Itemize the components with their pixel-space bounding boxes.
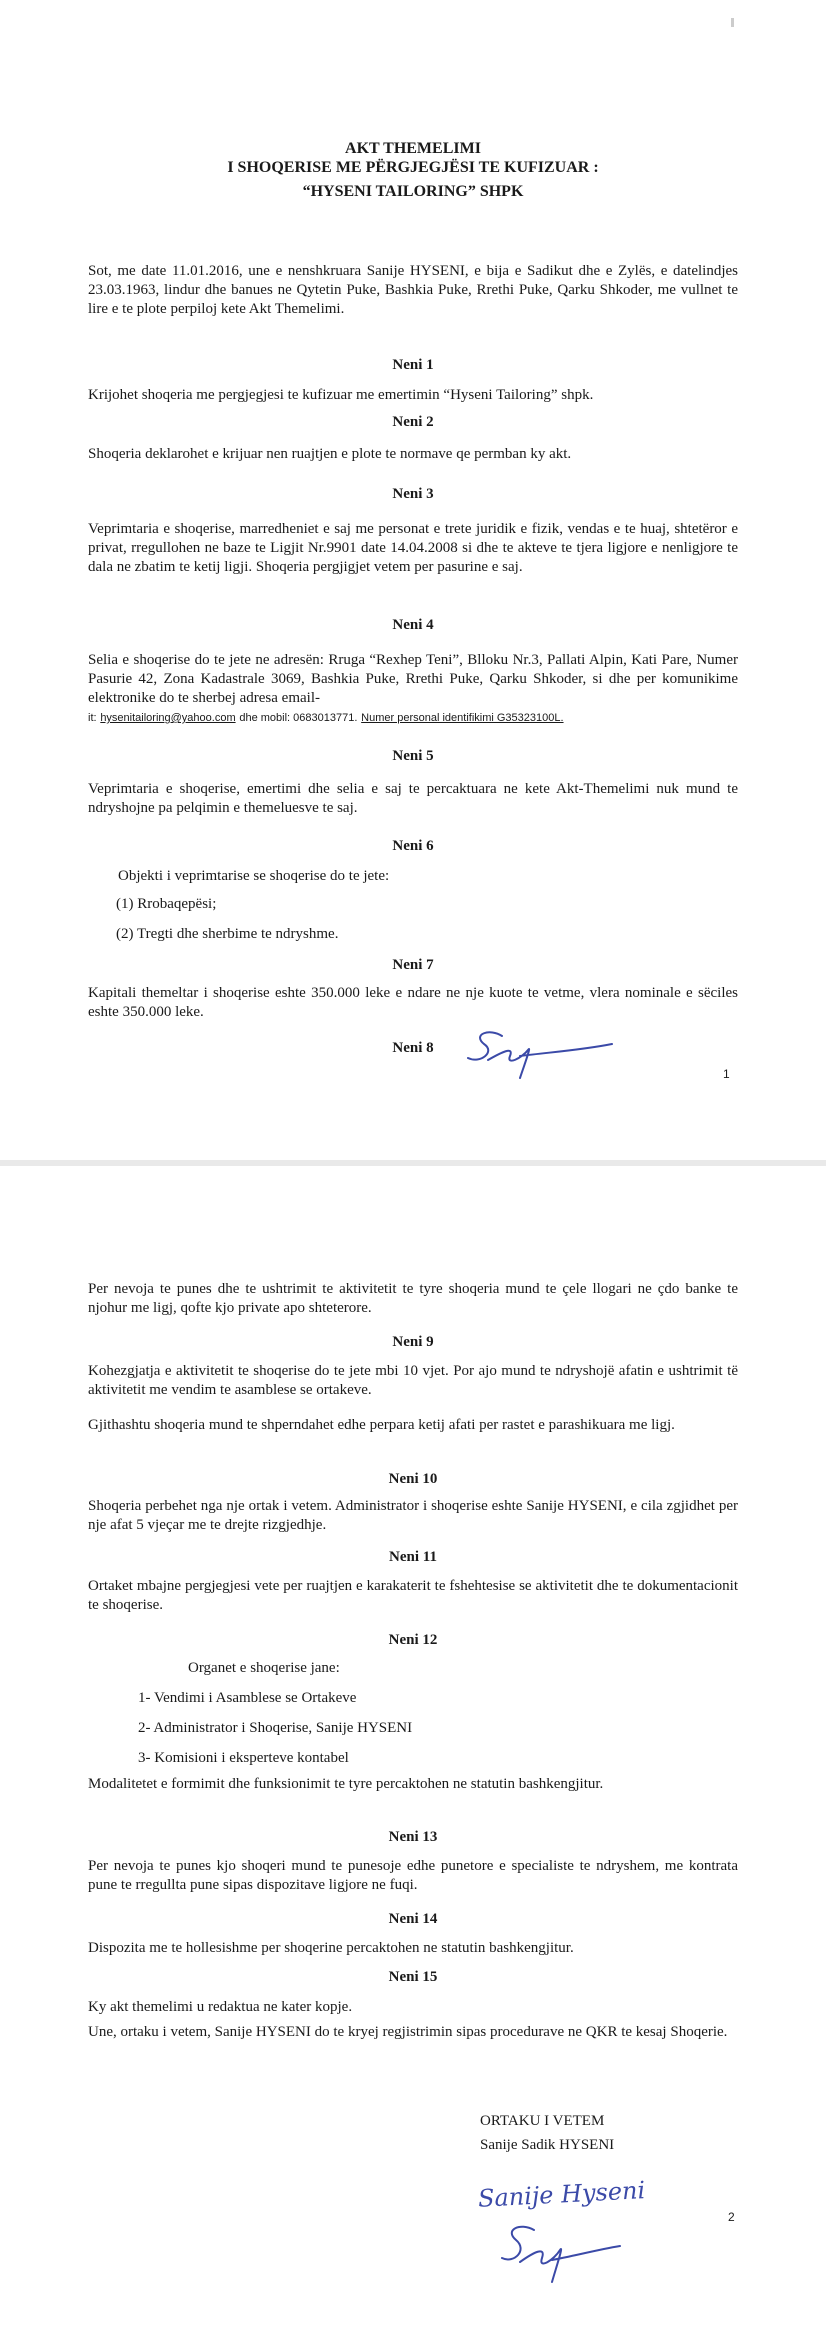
neni-10-text: Shoqeria perbehet nga nje ortak i vetem. Administrator i shoqerise eshte Sanije HYSENI, e cila zgjidhet per nje afat 5 vjeçar me te drejte rizgjedhje. bbox=[88, 1498, 738, 1533]
document-page-1 bbox=[0, 0, 826, 1160]
neni-12-heading: Neni 12 bbox=[388, 1632, 438, 1648]
neni-6-heading: Neni 6 bbox=[392, 838, 434, 854]
neni-4-text bbox=[88, 651, 738, 728]
neni-6-item-1: (1) Rrobaqepësi; bbox=[116, 896, 217, 912]
email-link[interactable]: hysenitailoring@yahoo.com bbox=[100, 712, 236, 724]
neni-12-item-2: 2- Administrator i Shoqerise, Sanije HYSENI bbox=[138, 1720, 413, 1736]
company-name: “HYSENI TAILORING” SHPK bbox=[302, 183, 524, 200]
neni-9-text-2: Gjithashtu shoqeria mund te shperndahet edhe perpara ketij afati per rastet e parashikuara me ligj. bbox=[88, 1417, 675, 1433]
handwritten-name-text: Sanije Hyseni bbox=[477, 2176, 646, 2213]
signature-initials-2 bbox=[498, 2220, 628, 2286]
neni-6-item-2: (2) Tregti dhe sherbime te ndryshme. bbox=[116, 926, 339, 942]
neni-6-intro: Objekti i veprimtarise se shoqerise do te jete: bbox=[118, 868, 390, 884]
neni-4-address: Selia e shoqerise do te jete ne adresën: Rruga “Rexhep Teni”, Blloku Nr.3, Pallati Alpin, Kati Pare, Numer Pasurie 42, Zona Kadastrale 3069, Bashkia Puke, Rrethi Puke, Qarku Shkoder, si dhe per komunikime elektronike do te sherbej adresa email- bbox=[88, 652, 738, 706]
neni-7-text: Kapitali themeltar i shoqerise eshte 350.000 leke e ndare ne nje kuote te vetme, vlera nominale e sëciles eshte 350.000 leke. bbox=[88, 985, 738, 1020]
intro-paragraph: Sot, me date 11.01.2016, une e nenshkruara Sanije HYSENI, e bija e Sadikut dhe e Zylës, e datelindjes 23.03.1963, lindur dhe banues ne Qytetin Puke, Bashkia Puke, Rrethi Puke, Qarku Shkoder, me vullnet te lire e te plote perpiloj kete Akt Themelimi. bbox=[88, 263, 738, 317]
neni-13-heading: Neni 13 bbox=[388, 1829, 438, 1845]
personal-id: Numer personal identifikimi G35323100L. bbox=[361, 712, 564, 724]
neni-11-text: Ortaket mbajne pergjegjesi vete per ruajtjen e karakaterit te fshehtesise se aktivitetit dhe te dokumentacionit te shoqerise. bbox=[88, 1578, 738, 1613]
neni-14-text: Dispozita me te hollesishme per shoqerine percaktohen ne statutin bashkengjitur. bbox=[88, 1940, 574, 1956]
neni-5-heading: Neni 5 bbox=[392, 748, 434, 764]
neni-15-text-1: Ky akt themelimi u redaktua ne kater kopje. bbox=[88, 1999, 353, 2015]
neni-14-heading: Neni 14 bbox=[388, 1911, 438, 1927]
signatory-role: ORTAKU I VETEM bbox=[480, 2113, 605, 2129]
neni-12-item-1: 1- Vendimi i Asamblese se Ortakeve bbox=[138, 1690, 357, 1706]
neni-1-text: Krijohet shoqeria me pergjegjesi te kufizuar me emertimin “Hyseni Tailoring” shpk. bbox=[88, 387, 594, 403]
neni-8-text: Per nevoja te punes dhe te ushtrimit te aktivitetit te tyre shoqeria mund te çele llogari ne çdo banke te njohur me ligj, qofte kjo private apo shteterore. bbox=[88, 1281, 738, 1316]
mobile-number: dhe mobil: 0683013771. bbox=[239, 712, 358, 724]
neni-4-email-prefix: it: bbox=[88, 712, 97, 724]
neni-1-heading: Neni 1 bbox=[392, 357, 434, 373]
neni-8-heading: Neni 8 bbox=[392, 1040, 434, 1056]
page-number: 2 bbox=[728, 2210, 735, 2224]
signature-initials-1 bbox=[462, 1022, 622, 1082]
document-title: AKT THEMELIMI bbox=[345, 140, 481, 157]
neni-10-heading: Neni 10 bbox=[388, 1471, 438, 1487]
signatory-name: Sanije Sadik HYSENI bbox=[480, 2137, 615, 2153]
document-subtitle: I SHOQERISE ME PËRGJEGJËSI TE KUFIZUAR : bbox=[227, 159, 599, 176]
neni-15-text-2: Une, ortaku i vetem, Sanije HYSENI do te kryej regjistrimin sipas procedurave ne QKR te kesaj Shoqerie. bbox=[88, 2024, 728, 2040]
neni-5-text: Veprimtaria e shoqerise, emertimi dhe selia e saj te percaktuara ne kete Akt-Themelimi nuk mund te ndryshojne pa pelqimin e themeluesve te saj. bbox=[88, 781, 738, 816]
neni-2-text: Shoqeria deklarohet e krijuar nen ruajtjen e plote te normave qe permban ky akt. bbox=[88, 446, 572, 462]
neni-11-heading: Neni 11 bbox=[389, 1549, 437, 1565]
neni-3-text: Veprimtaria e shoqerise, marredheniet e saj me personat e trete juridik e fizik, vendas e te huaj, shtetëror e privat, rregullohen ne baze te Ligjit Nr.9901 date 14.04.2008 si dhe te akteve te tjera ligjore e nenligjore te dala ne zbatim te ketij ligji. Shoqeria pergjigjet vetem per pasurine e saj. bbox=[88, 521, 738, 575]
neni-9-text-1: Kohezgjatja e aktivitetit te shoqerise do te jete mbi 10 vjet. Por ajo mund te ndryshojë afatin e ushtrimit të aktivitetit me vendim te asamblese se ortakeve. bbox=[88, 1363, 738, 1398]
handwritten-name-signature bbox=[470, 2166, 700, 2224]
neni-15-heading: Neni 15 bbox=[388, 1969, 438, 1985]
neni-12-intro: Organet e shoqerise jane: bbox=[188, 1660, 340, 1676]
scan-mark bbox=[731, 18, 734, 27]
neni-2-heading: Neni 2 bbox=[392, 414, 434, 430]
neni-9-heading: Neni 9 bbox=[392, 1334, 434, 1350]
neni-4-heading: Neni 4 bbox=[392, 617, 434, 633]
neni-7-heading: Neni 7 bbox=[392, 957, 434, 973]
neni-12-item-3: 3- Komisioni i eksperteve kontabel bbox=[138, 1750, 349, 1766]
neni-3-heading: Neni 3 bbox=[392, 486, 434, 502]
neni-12-text: Modalitetet e formimit dhe funksionimit te tyre percaktohen ne statutin bashkengjitur. bbox=[88, 1776, 604, 1792]
page-number: 1 bbox=[723, 1067, 730, 1081]
document-page-2 bbox=[0, 1166, 826, 2338]
neni-13-text: Per nevoja te punes kjo shoqeri mund te punesoje edhe punetore e specialiste te ndryshem, me kontrata pune te rregullta pune sipas dispozitave ligjore ne fuqi. bbox=[88, 1858, 738, 1893]
